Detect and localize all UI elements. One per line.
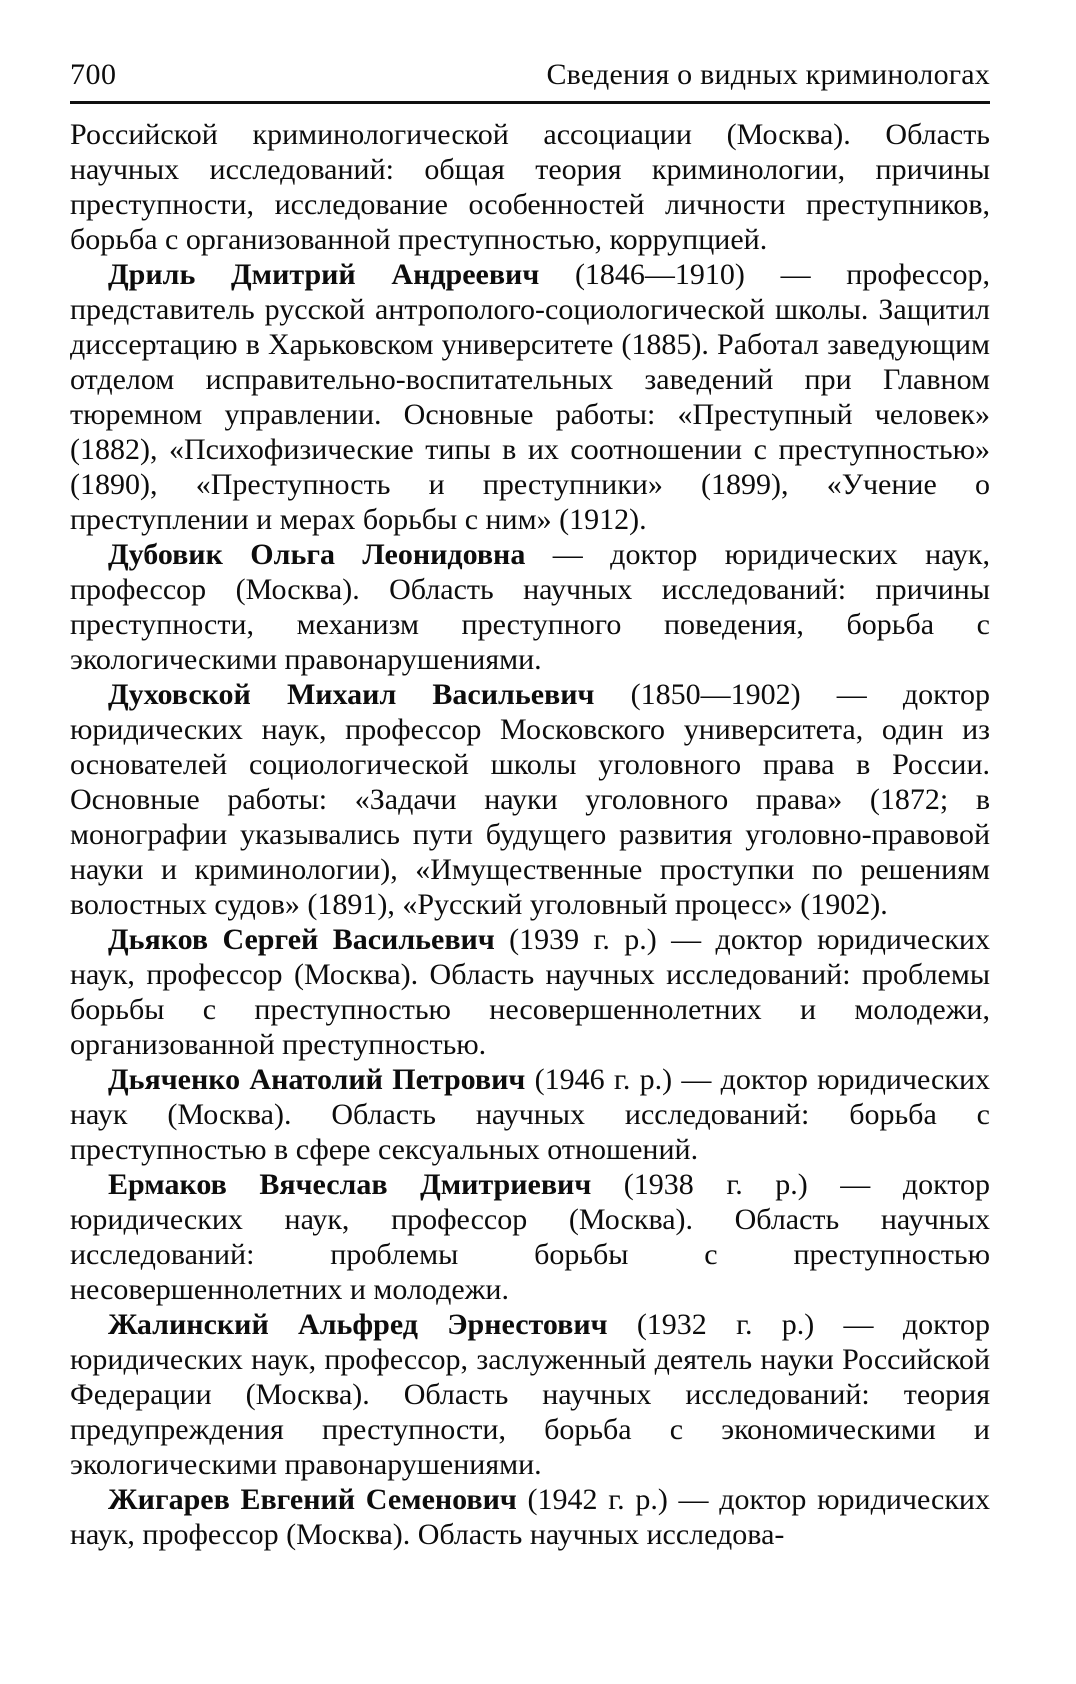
entry-dyakov [70, 922, 990, 1062]
entry-name: Жалинский Альфред Эрнестович [108, 1308, 608, 1341]
entry-dukhovskoy [70, 677, 990, 922]
entry-details: (1846—1910) — профессор, представитель русской антрополого-социологической школы. Защитил диссертацию в Харьковском университете (1885). Работал заведующим отделом исправительно-воспитательных заведений при Главном тюремном управлении. Основные работы: «Преступный человек» (1882), «Психофизические типы в их соотношении с преступностью» (1890), «Преступность и преступники» (1899), «Учение о преступлении и мерах борьбы с ним» (1912). [70, 258, 990, 536]
entry-name: Духовской Михаил Васильевич [108, 678, 595, 711]
entry-dyachenko [70, 1062, 990, 1167]
entry-name: Ермаков Вячеслав Дмитриевич [108, 1168, 592, 1201]
entry-zhigarev [70, 1482, 990, 1552]
entry-details: (1939 г. р.) — доктор юридических наук, профессор (Москва). Область научных исследований: проблемы борьбы с преступностью несовершеннолетних и молодежи, организованной преступностью. [70, 923, 990, 1061]
entry-ermakov [70, 1167, 990, 1307]
entry-dril [70, 257, 990, 537]
paragraph-text: Российской криминологической ассоциации (Москва). Область научных исследований: общая теория криминологии, причины преступности, исследование особенностей личности преступников, борьба с организованной преступностью, коррупцией. [70, 118, 990, 256]
entry-name: Дьяков Сергей Васильевич [108, 923, 495, 956]
entry-name: Жигарев Евгений Семенович [108, 1483, 517, 1516]
entry-details: (1946 г. р.) — доктор юридических наук (Москва). Область научных исследований: борьба с преступностью в сфере сексуальных отношений. [70, 1063, 990, 1166]
entry-zhalinsky [70, 1307, 990, 1482]
page-header [70, 58, 990, 104]
entry-name: Дьяченко Анатолий Петрович [108, 1063, 526, 1096]
entry-details: — доктор юридических наук, профессор (Москва). Область научных исследований: причины преступности, механизм преступного поведения, борьба с экологическими правонарушениями. [70, 538, 990, 676]
entry-details: (1938 г. р.) — доктор юридических наук, профессор (Москва). Область научных исследований: проблемы борьбы с преступностью несовершеннолетних и молодежи. [70, 1168, 991, 1306]
entry-details: (1942 г. р.) — доктор юридических наук, профессор (Москва). Область научных исследова- [70, 1483, 990, 1551]
entry-name: Дриль Дмитрий Андреевич [108, 258, 540, 291]
entry-name: Дубовик Ольга Леонидовна [108, 538, 526, 571]
page-body [70, 117, 990, 1552]
running-title: Сведения о видных криминологах [546, 58, 990, 91]
page-number: 700 [70, 58, 117, 91]
entry-details: (1850—1902) — доктор юридических наук, профессор Московского университета, один из основателей социологической школы уголовного права в России. Основные работы: «Задачи науки уголовного права» (1872; в монографии указывались пути будущего развития уголовно-правовой науки и криминологии), «Имущественные проступки по решениям волостных судов» (1891), «Русский уголовный процесс» (1902). [70, 678, 990, 921]
entry-dubovik [70, 537, 990, 677]
paragraph-continuation [70, 117, 990, 257]
entry-details: (1932 г. р.) — доктор юридических наук, профессор, заслуженный деятель науки Российской Федерации (Москва). Область научных исследований: теория предупреждения преступности, борьба с экономическими и экологическими правонарушениями. [70, 1308, 990, 1481]
